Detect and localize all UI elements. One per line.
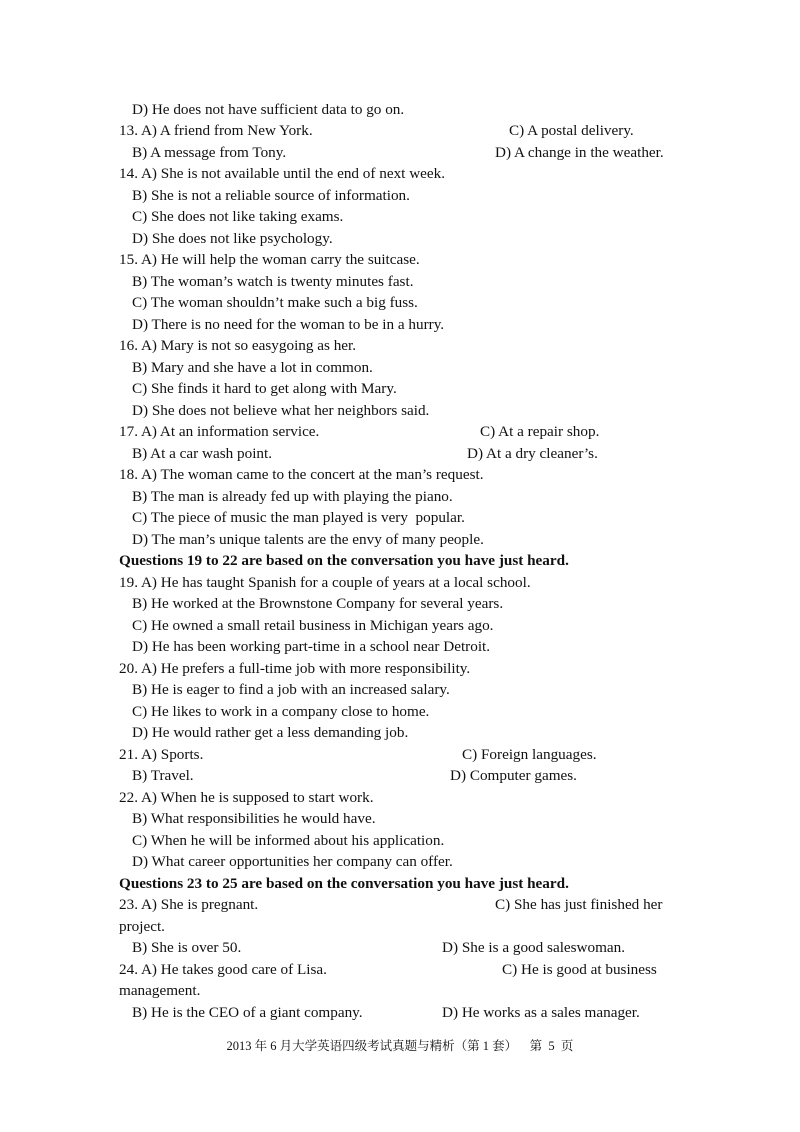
text-line: 24. A) He takes good care of Lisa. (119, 961, 327, 978)
text-line: D) She is a good saleswoman. (442, 939, 626, 956)
text-line: 16. A) Mary is not so easygoing as her. (119, 337, 357, 354)
text-line: D) At a dry cleaner’s. (467, 445, 598, 462)
text-line: B) She is over 50. (132, 939, 242, 956)
text-line: D) The man’s unique talents are the envy of many people. (132, 531, 484, 548)
text-line: D) He works as a sales manager. (442, 1004, 640, 1021)
text-line: C) She does not like taking exams. (132, 208, 344, 225)
text-line: 23. A) She is pregnant. (119, 896, 259, 913)
text-line: C) At a repair shop. (480, 423, 600, 440)
text-line: 13. A) A friend from New York. (119, 122, 313, 139)
text-line: 15. A) He will help the woman carry the suitcase. (119, 251, 420, 268)
text-line: C) A postal delivery. (509, 122, 634, 139)
text-line: D) Computer games. (450, 767, 577, 784)
text-line: B) She is not a reliable source of information. (132, 187, 410, 204)
text-line: management. (119, 982, 201, 999)
text-line: C) She has just finished her (495, 896, 663, 913)
section-heading: Questions 19 to 22 are based on the conversation you have just heard. (119, 552, 569, 569)
text-line: B) Mary and she have a lot in common. (132, 359, 373, 376)
text-line: project. (119, 918, 165, 935)
text-line: D) She does not believe what her neighbors said. (132, 402, 430, 419)
text-line: 22. A) When he is supposed to start work. (119, 789, 374, 806)
text-line: 18. A) The woman came to the concert at the man’s request. (119, 466, 484, 483)
text-line: D) He does not have sufficient data to go on. (132, 101, 405, 118)
text-line: D) He has been working part-time in a school near Detroit. (132, 638, 491, 655)
text-line: 20. A) He prefers a full-time job with more responsibility. (119, 660, 471, 677)
text-line: D) A change in the weather. (495, 144, 664, 161)
text-line: C) She finds it hard to get along with Mary. (132, 380, 397, 397)
text-line: B) He is eager to find a job with an increased salary. (132, 681, 450, 698)
text-line: C) He owned a small retail business in Michigan years ago. (132, 617, 494, 634)
page-footer: 2013 年 6 月大学英语四级考试真题与精析（第 1 套） 第 5 页 (226, 1039, 574, 1053)
text-line: C) He likes to work in a company close to home. (132, 703, 430, 720)
text-line: B) The man is already fed up with playing the piano. (132, 488, 453, 505)
text-line: B) He is the CEO of a giant company. (132, 1004, 363, 1021)
text-line: 14. A) She is not available until the end of next week. (119, 165, 446, 182)
text-line: B) He worked at the Brownstone Company for several years. (132, 595, 504, 612)
text-line: C) He is good at business (502, 961, 657, 978)
text-line: B) A message from Tony. (132, 144, 287, 161)
text-line: 17. A) At an information service. (119, 423, 320, 440)
text-line: 21. A) Sports. (119, 746, 204, 763)
text-line: C) When he will be informed about his application. (132, 832, 445, 849)
text-line: C) The woman shouldn’t make such a big fuss. (132, 294, 418, 311)
text-line: C) Foreign languages. (462, 746, 597, 763)
text-line: D) He would rather get a less demanding job. (132, 724, 409, 741)
text-line: B) At a car wash point. (132, 445, 273, 462)
text-line: D) There is no need for the woman to be in a hurry. (132, 316, 445, 333)
text-line: B) The woman’s watch is twenty minutes fast. (132, 273, 414, 290)
text-line: D) What career opportunities her company can offer. (132, 853, 453, 870)
text-line: B) What responsibilities he would have. (132, 810, 376, 827)
text-line: 19. A) He has taught Spanish for a couple of years at a local school. (119, 574, 531, 591)
text-line: C) The piece of music the man played is very popular. (132, 509, 465, 526)
text-line: D) She does not like psychology. (132, 230, 333, 247)
section-heading: Questions 23 to 25 are based on the conversation you have just heard. (119, 875, 569, 892)
text-line: B) Travel. (132, 767, 194, 784)
